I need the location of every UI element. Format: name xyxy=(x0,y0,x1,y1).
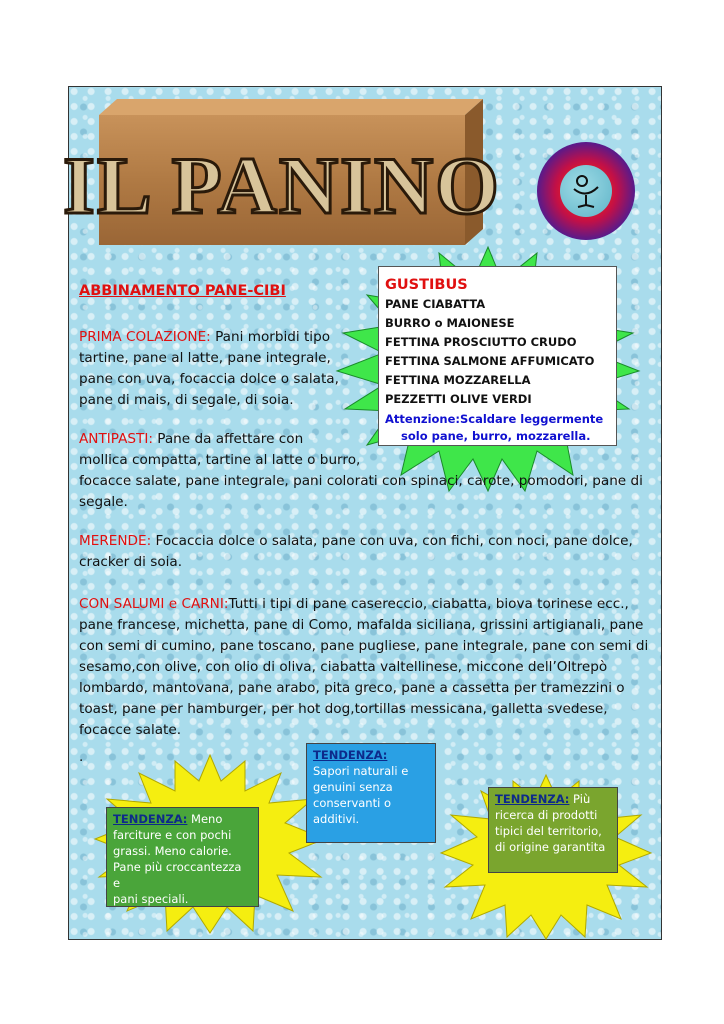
tendenza-box-center xyxy=(306,743,436,843)
tendenza-box-left xyxy=(106,807,259,907)
gustibus-note: Attenzione:Scaldare leggermente xyxy=(385,412,604,426)
gustibus-item: FETTINA SALMONE AFFUMICATO xyxy=(385,354,595,368)
antipasti-label: ANTIPASTI: xyxy=(79,431,153,447)
merende-block xyxy=(79,531,633,573)
tendenza-line: Pane più croccantezza e xyxy=(113,860,242,890)
salumi-line: lombardo, mantovana, pane arabo, pita greco, pane a cassetta per tramezzini o xyxy=(79,680,625,696)
antipasti-block xyxy=(79,429,643,513)
gustibus-note: solo pane, burro, mozzarella. xyxy=(401,429,591,443)
tendenza-text: Più xyxy=(569,792,591,806)
salumi-line: pane francese, michetta, pane di Como, mafalda siciliana, grissini artigianali, pane xyxy=(79,617,644,633)
antipasti-line: Pane da affettare con xyxy=(152,431,304,447)
tendenza-label: TENDENZA: xyxy=(113,812,188,826)
prima-label: PRIMA COLAZIONE: xyxy=(79,329,211,345)
gustibus-item: FETTINA MOZZARELLA xyxy=(385,373,531,387)
tendenza-line: di origine garantita xyxy=(495,840,606,854)
prima-line: pane con uva, focaccia dolce o salata, xyxy=(79,371,339,387)
page-frame xyxy=(63,86,662,940)
merende-label: MERENDE: xyxy=(79,533,152,549)
gustibus-item: PANE CIABATTA xyxy=(385,297,486,311)
tendenza-label: TENDENZA: xyxy=(313,748,388,762)
tendenza-box-right xyxy=(488,787,618,873)
salumi-line: con semi di cumino, pane toscano, pane pugliese, pane integrale, pane con semi di xyxy=(79,638,649,654)
tendenza-label: TENDENZA: xyxy=(495,792,570,806)
salumi-line: focacce salate. xyxy=(79,722,182,738)
gustibus-item: BURRO o MAIONESE xyxy=(385,316,515,330)
antipasti-line: focacce salate, pane integrale, pani colorati con spinaci, carote, pomodori, pane di xyxy=(79,473,643,489)
gustibus-box xyxy=(378,266,617,446)
prima-line: tartine, pane al latte, pane integrale, xyxy=(79,350,331,366)
salumi-line: Tutti i tipi di pane casereccio, ciabatta, biova torinese ecc., xyxy=(228,596,629,612)
tendenza-line: ricerca di prodotti xyxy=(495,808,598,822)
stray-dot: . xyxy=(79,749,84,765)
tendenza-line: Sapori naturali e xyxy=(313,764,409,778)
merende-line: Focaccia dolce o salata, pane con uva, con fichi, con noci, pane dolce, xyxy=(151,533,633,549)
salumi-line: toast, pane per hamburger, per hot dog,tortillas messicana, galletta svedese, xyxy=(79,701,608,717)
tendenza-line: genuini senza xyxy=(313,780,393,794)
title-wood-block xyxy=(63,95,501,249)
salumi-line: sesamo,con olive, con olio di oliva, ciabatta valtellinese, miccone dell’Oltrepò xyxy=(79,659,608,675)
salumi-label: CON SALUMI e CARNI: xyxy=(79,596,229,612)
salumi-block xyxy=(79,594,648,741)
section-title: ABBINAMENTO PANE-CIBI xyxy=(79,283,286,299)
antipasti-line: segale. xyxy=(79,494,128,510)
merende-line: cracker di soia. xyxy=(79,554,183,570)
prima-line: Pani morbidi tipo xyxy=(210,329,331,345)
tendenza-line: pani speciali. xyxy=(113,892,189,906)
tendenza-line: tipici del territorio, xyxy=(495,824,602,838)
title-text: IL PANINO xyxy=(63,140,501,231)
antipasti-line: mollica compatta, tartine al latte o burro, xyxy=(79,452,361,468)
tendenza-line: farciture e con pochi xyxy=(113,828,232,842)
logo-figure-icon xyxy=(560,165,612,217)
tendenza-line: conservanti o xyxy=(313,796,391,810)
gustibus-title: GUSTIBUS xyxy=(385,277,468,293)
tendenza-line: grassi. Meno calorie. xyxy=(113,844,232,858)
tendenza-line: additivi. xyxy=(313,812,360,826)
prima-line: pane di mais, di segale, di soia. xyxy=(79,392,294,408)
logo-emblem xyxy=(537,142,635,240)
gustibus-item: FETTINA PROSCIUTTO CRUDO xyxy=(385,335,577,349)
gustibus-item: PEZZETTI OLIVE VERDI xyxy=(385,392,532,406)
prima-colazione-block xyxy=(79,327,339,411)
tendenza-text: Meno xyxy=(187,812,223,826)
